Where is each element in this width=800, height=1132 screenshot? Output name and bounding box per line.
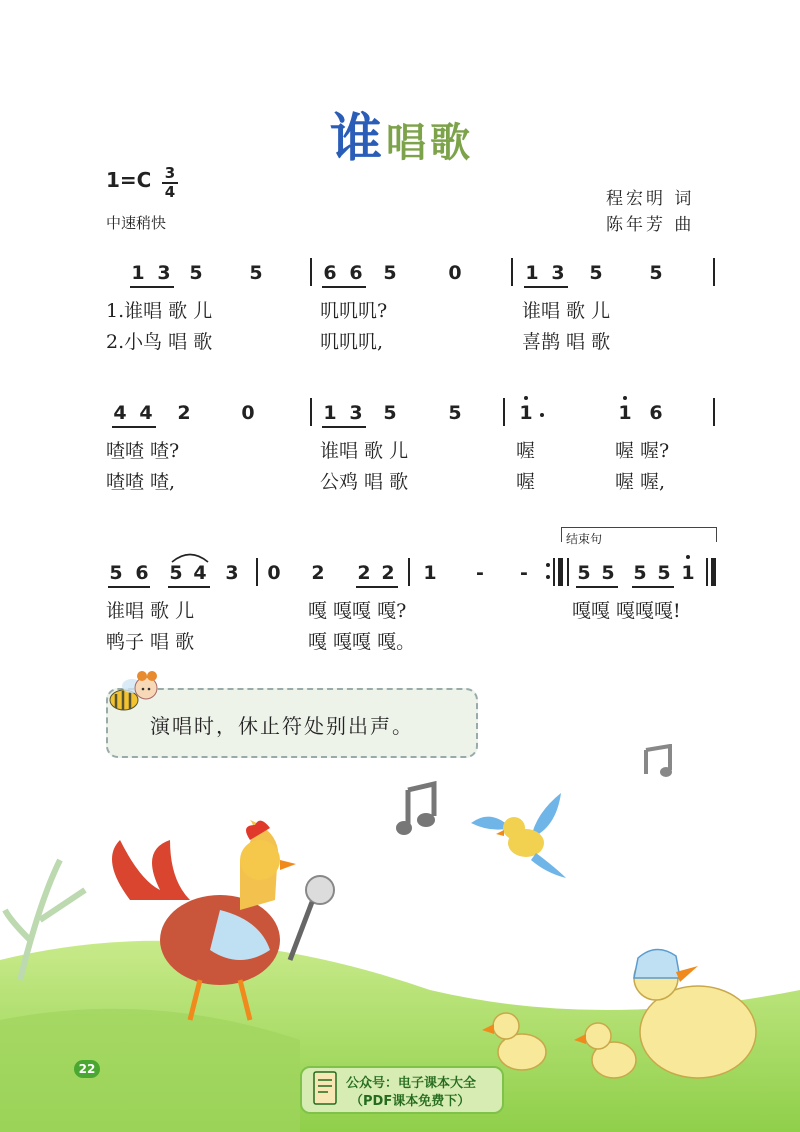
note: 1 <box>131 262 145 284</box>
lyric-line: 谁唱 歌 儿 <box>320 440 409 462</box>
rest: 0 <box>267 562 281 584</box>
dash: - <box>476 562 484 584</box>
eighth-underline <box>524 286 568 288</box>
stamp-line-2: （PDF课本免费下） <box>350 1094 471 1109</box>
note: 2 <box>357 562 371 584</box>
lyric-line: 嘎 嘎嘎 嘎? <box>308 600 407 622</box>
composer-credit: 陈年芳 曲 <box>606 215 695 235</box>
eighth-underline <box>168 586 210 588</box>
note-high: 1 <box>519 402 533 424</box>
note: 1 <box>525 262 539 284</box>
note: 5 <box>383 402 397 424</box>
bee-girl-icon <box>106 664 162 716</box>
repeat-dot <box>546 563 550 567</box>
note-high: 1 <box>618 402 632 424</box>
time-top: 3 <box>164 164 176 182</box>
ending-label: 结束句 <box>566 532 603 546</box>
eighth-underline <box>112 426 156 428</box>
lyric-line: 嘎 嘎嘎 嘎。 <box>308 631 416 653</box>
note: 3 <box>157 262 171 284</box>
lyric-line: 公鸡 唱 歌 <box>320 471 409 493</box>
music-note-icon <box>640 744 680 780</box>
note: 6 <box>649 402 663 424</box>
note: 3 <box>349 402 363 424</box>
note: 5 <box>109 562 123 584</box>
barline <box>310 258 312 286</box>
lyric-line: 喔 喔? <box>615 440 670 462</box>
note: 5 <box>383 262 397 284</box>
lyric-line: 谁唱 歌 儿 <box>522 300 611 322</box>
tip-text: 演唱时，休止符处别出声。 <box>150 714 414 738</box>
note: 2 <box>381 562 395 584</box>
note: 5 <box>633 562 647 584</box>
page-number: 22 <box>74 1060 100 1078</box>
lyric-line: 1.谁唱 歌 儿 <box>106 300 213 322</box>
final-barline-thick <box>711 558 716 586</box>
note: 4 <box>139 402 153 424</box>
book-icon <box>312 1070 338 1106</box>
dash: - <box>520 562 528 584</box>
rest: 0 <box>448 262 462 284</box>
eighth-underline <box>130 286 174 288</box>
ducks-illustration <box>466 948 766 1098</box>
lyric-line: 嘎嘎 嘎嘎嘎! <box>572 600 681 622</box>
barline <box>503 398 505 426</box>
note: 5 <box>189 262 203 284</box>
note: 1 <box>423 562 437 584</box>
octave-dot <box>686 555 690 559</box>
note: 5 <box>169 562 183 584</box>
tempo-marking: 中速稍快 <box>106 214 167 232</box>
note: 2 <box>311 562 325 584</box>
repeat-dot <box>546 575 550 579</box>
barline <box>713 258 715 286</box>
repeat-barline <box>553 558 555 586</box>
lyric-line: 喳喳 喳? <box>106 440 180 462</box>
rooster-illustration <box>100 820 350 1030</box>
note: 3 <box>551 262 565 284</box>
lyricist-credit: 程宏明 词 <box>606 189 695 209</box>
note: 5 <box>448 402 462 424</box>
lyric-line: 喜鹊 唱 歌 <box>522 331 611 353</box>
note: 5 <box>657 562 671 584</box>
note: 4 <box>113 402 127 424</box>
lyric-line: 2.小鸟 唱 歌 <box>106 331 213 353</box>
title-char-3: 歌 <box>430 120 470 166</box>
slur <box>170 549 210 563</box>
final-barline <box>706 558 708 586</box>
note: 5 <box>601 562 615 584</box>
barline <box>310 398 312 426</box>
title-char-1: 谁 <box>329 109 382 169</box>
note: 5 <box>649 262 663 284</box>
note: 5 <box>589 262 603 284</box>
lyric-line: 叽叽叽, <box>320 331 384 353</box>
lyric-line: 喔 <box>516 471 536 493</box>
note-high: 1 <box>681 562 695 584</box>
lyric-line: 喳喳 喳, <box>106 471 176 493</box>
barline <box>408 558 410 586</box>
lyric-line: 喔 <box>516 440 536 462</box>
eighth-underline <box>108 586 150 588</box>
music-note-icon <box>396 780 442 838</box>
stamp-line-1: 公众号：电子课本大全 <box>346 1076 477 1091</box>
barline <box>713 398 715 426</box>
note: 5 <box>249 262 263 284</box>
note: 6 <box>349 262 363 284</box>
note: 4 <box>193 562 207 584</box>
note: 3 <box>225 562 239 584</box>
eighth-underline <box>356 586 398 588</box>
eighth-underline <box>632 586 674 588</box>
eighth-underline <box>322 286 366 288</box>
rest: 0 <box>241 402 255 424</box>
octave-dot <box>623 396 627 400</box>
augmentation-dot <box>540 413 544 417</box>
octave-dot <box>524 396 528 400</box>
title-char-2: 唱 <box>386 120 426 166</box>
lyric-line: 喔 喔, <box>615 471 666 493</box>
bird-illustration <box>466 788 576 888</box>
song-title <box>0 96 800 171</box>
note: 5 <box>577 562 591 584</box>
lyric-line: 鸭子 唱 歌 <box>106 631 195 653</box>
eighth-underline <box>322 426 366 428</box>
note: 1 <box>323 402 337 424</box>
note: 6 <box>323 262 337 284</box>
eighth-underline <box>576 586 618 588</box>
repeat-barline-thick <box>558 558 563 586</box>
note: 6 <box>135 562 149 584</box>
lyric-line: 谁唱 歌 儿 <box>106 600 195 622</box>
key-signature: 1=C <box>106 168 152 192</box>
barline <box>567 558 569 586</box>
barline <box>511 258 513 286</box>
time-signature <box>162 166 178 200</box>
lyric-line: 叽叽叽? <box>320 300 388 322</box>
barline <box>256 558 258 586</box>
note: 2 <box>177 402 191 424</box>
time-bottom: 4 <box>164 183 176 201</box>
